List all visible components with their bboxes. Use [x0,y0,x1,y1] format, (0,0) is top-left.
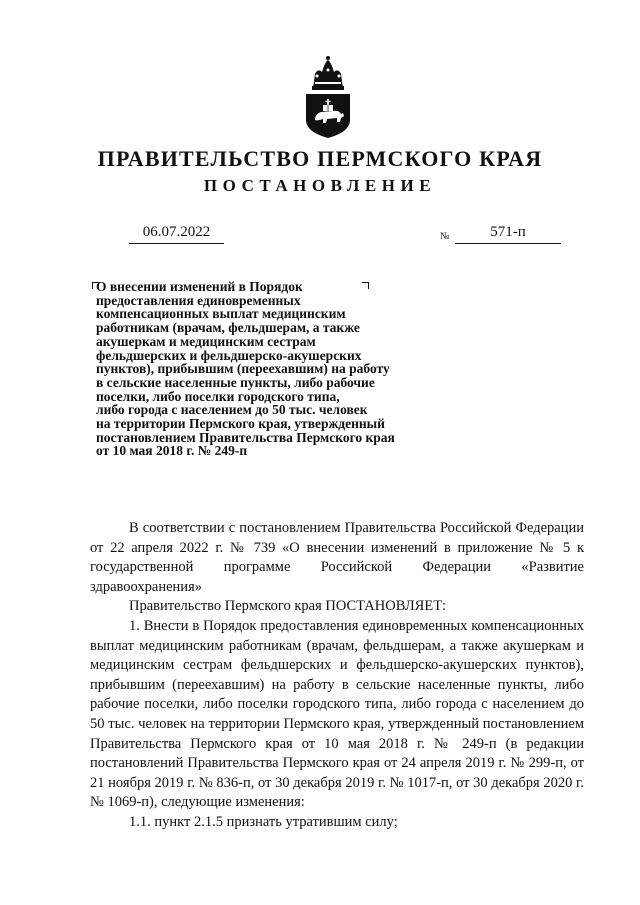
crown-icon [312,56,344,90]
subject-line: акушеркам и медицинским сестрам [96,333,316,349]
coat-of-arms-emblem [303,54,353,138]
subject-line: на территории Пермского края, утвержденный [96,416,385,432]
subject-line: либо города с населением до 50 тыс. человек [96,402,368,418]
number-sign: № [440,231,450,242]
subject-line: пунктов), прибывшим (переехавшим) на работу [96,361,390,377]
clause-1-paragraph: 1. Внести в Порядок предоставления единовременных компенсационных выплат медицинским работникам (врачам, фельдшерам, а также акушеркам и медицинским сестрам фельдшерских и фельдшерско-акушерских пунктов), прибывшим (переехавшим) на работу в сельские населенные пункты, либо рабочие поселки, либо поселки городского типа, либо города с населением до 50 тыс. человек на территории Пермского края, утвержденный постановлением Правительства Пермского края от 10 мая 2018 г. № 249-п (в редакции постановлений Правительства Пермского края от 24 апреля 2019 г. № 299-п, от 21 ноября 2019 г. № 836-п, от 30 декабря 2019 г. № 1017-п, от 30 декабря 2020 г. № 1069-п), следующие изменения: [90,617,584,811]
document-date: 06.07.2022 [129,224,224,244]
preamble-paragraph: В соответствии с постановлением Правительства Российской Федерации от 22 апреля 2022 г. № 739 «О внесении изменений в приложение № 5 к государственной программе Российской Федерации «Развитие здравоохранения» [90,520,584,595]
resolution-paragraph: Правительство Пермского края ПОСТАНОВЛЯЕТ: [129,598,447,615]
shield-icon [306,94,350,138]
subject-line: работникам (врачам, фельдшерам, а также [96,320,360,336]
document-type: ПОСТАНОВЛЕНИЕ [203,176,437,195]
clause-1-1-paragraph: 1.1. пункт 2.1.5 признать утратившим силу; [129,813,398,830]
subject-line: компенсационных выплат медицинским [96,306,346,322]
subject-line: от 10 мая 2018 г. № 249-п [96,443,248,459]
subject-line: О внесении изменений в Порядок [96,279,303,294]
document-subject [96,280,441,458]
subject-line: поселки, либо поселки городского типа, [96,388,340,404]
subject-line: фельдшерских и фельдшерско-акушерских [96,347,362,363]
subject-line: постановлением Правительства Пермского края [96,429,395,445]
document-number: 571-п [455,224,561,244]
subject-line: в сельские населенные пункты, либо рабочие [96,374,375,390]
subject-line: предоставления единовременных [96,292,301,308]
government-title: ПРАВИТЕЛЬСТВО ПЕРМСКОГО КРАЯ [97,146,543,171]
document-body [90,519,584,833]
